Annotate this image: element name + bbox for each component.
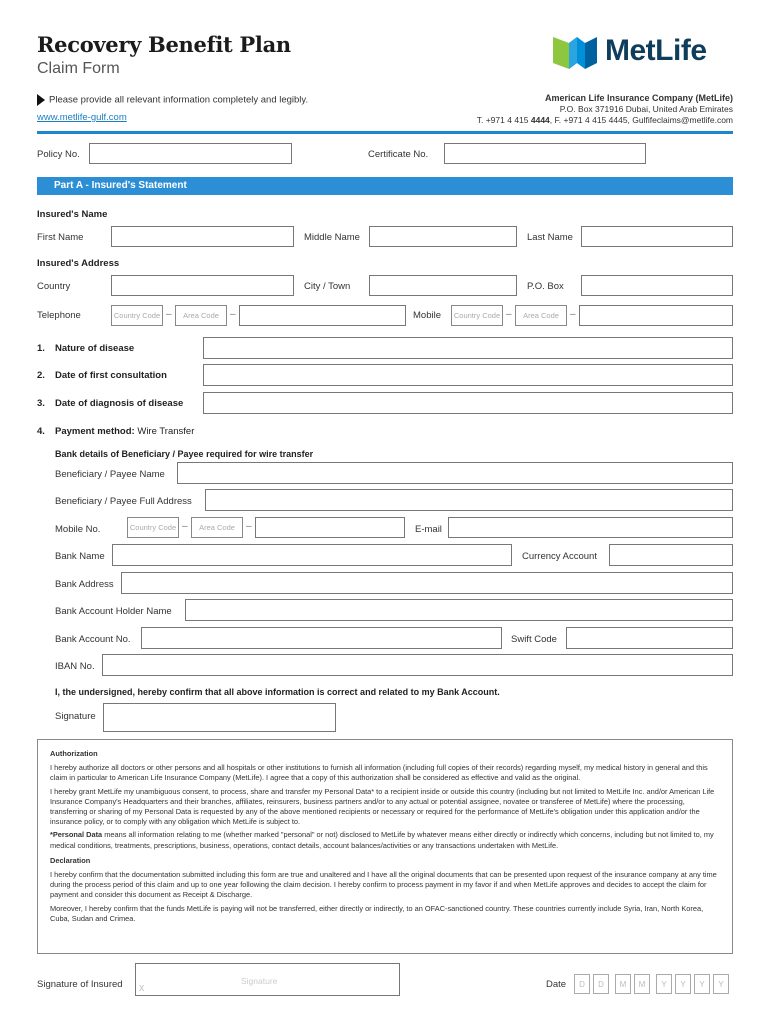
telephone-area-code[interactable]: Area Code bbox=[175, 305, 227, 326]
dash: – bbox=[246, 521, 252, 532]
personal-data-definition: *Personal Data means all information relating to me (whether marked "personal" or not) disclosed to MetLife by whatever means either directly or indirectly which concerns, including but not limited to, my medical conditions, treatments, prescriptions, business, operations, contact details, account balances/activities or any transactions undertaken with MetLife. bbox=[50, 830, 714, 850]
country-label: Country bbox=[37, 281, 71, 292]
declaration-heading: Declaration bbox=[50, 855, 91, 865]
bank-address-label: Bank Address bbox=[55, 579, 114, 590]
question-4-num: 4. bbox=[37, 426, 45, 437]
last-name-input[interactable] bbox=[581, 226, 733, 247]
middle-name-label: Middle Name bbox=[304, 232, 360, 243]
mobile-number-input[interactable] bbox=[579, 305, 733, 326]
first-name-label: First Name bbox=[37, 232, 84, 243]
account-no-label: Bank Account No. bbox=[55, 634, 131, 645]
payment-method: Payment method: Wire Transfer bbox=[55, 426, 195, 437]
signature-placeholder: Signature bbox=[241, 976, 278, 986]
date-cell-year[interactable]: Y bbox=[675, 974, 691, 994]
diagnosis-date-input[interactable] bbox=[203, 392, 733, 414]
certificate-label: Certificate No. bbox=[368, 149, 429, 160]
bank-name-input[interactable] bbox=[112, 544, 512, 566]
legal-section bbox=[37, 739, 733, 954]
date-cell-month[interactable]: M bbox=[634, 974, 650, 994]
form-subtitle: Claim Form bbox=[37, 60, 120, 77]
authorization-paragraph-1: I hereby authorize all doctors or other persons and all hospitals or other institutions to furnish all information (including full copies of their records) regarding myself, my medical history in general and this claim in particular to American Life Insurance Company (MetLife). I agree that a copy of this authorization shall be considered as effective and valid as the original. bbox=[50, 763, 708, 783]
swift-code-label: Swift Code bbox=[511, 634, 557, 645]
bank-mobile-area-code[interactable]: Area Code bbox=[191, 517, 243, 538]
first-consultation-input[interactable] bbox=[203, 364, 733, 386]
metlife-logo bbox=[553, 33, 735, 69]
iban-input[interactable] bbox=[102, 654, 733, 676]
first-name-input[interactable] bbox=[111, 226, 294, 247]
question-2-num: 2. bbox=[37, 370, 45, 381]
website-link[interactable]: www.metlife-gulf.com bbox=[37, 112, 127, 123]
authorization-paragraph-2: I hereby grant MetLife my unambiguous consent, to process, share and transfer my Personal Data* to a recipient inside or outside this country (including but not limited to MetLife Inc. and/or American Life Insurance Company's Headquarters and their branches, affiliates, reinsurers, business partners and/or to any actual or potential assignee, novatee or transferee of MetLife) where the processing, transferring or sharing of my Personal Data is requested by any of the above mentioned recipients or necessary or required for the performance of MetLife's obligation under this application and/or the insurance policy, or to comply with any obligation which MetLife is subject to. bbox=[50, 786, 715, 827]
header-divider bbox=[37, 131, 733, 134]
po-box-input[interactable] bbox=[581, 275, 733, 296]
swift-code-input[interactable] bbox=[566, 627, 733, 649]
bank-mobile-country-code[interactable]: Country Code bbox=[127, 517, 179, 538]
bank-address-input[interactable] bbox=[121, 572, 733, 594]
policy-label: Policy No. bbox=[37, 149, 80, 160]
telephone-country-code[interactable]: Country Code bbox=[111, 305, 163, 326]
date-cell-year[interactable]: Y bbox=[694, 974, 710, 994]
logo-wordmark: MetLife bbox=[605, 34, 707, 67]
date-cell-year[interactable]: Y bbox=[713, 974, 729, 994]
bank-signature-box[interactable] bbox=[103, 703, 336, 732]
bank-signature-label: Signature bbox=[55, 711, 96, 722]
country-input[interactable] bbox=[111, 275, 294, 296]
dash: – bbox=[182, 521, 188, 532]
certificate-input[interactable] bbox=[444, 143, 646, 164]
telephone-number-input[interactable] bbox=[239, 305, 406, 326]
company-name: American Life Insurance Company (MetLife) bbox=[544, 93, 733, 103]
bank-details-heading: Bank details of Beneficiary / Payee required for wire transfer bbox=[55, 449, 314, 459]
declaration-paragraph-2: Moreover, I hereby confirm that the funds MetLife is paying will not be transferred, either directly or indirectly, to an OFAC-sanctioned country. These countries currently include Syria, Iran, North Korea, Cuba, Sudan and Crimea. bbox=[50, 903, 704, 923]
question-2-label: Date of first consultation bbox=[55, 370, 167, 381]
signature-of-insured-label: Signature of Insured bbox=[37, 979, 123, 990]
po-box-label: P.O. Box bbox=[527, 281, 564, 292]
mobile-label: Mobile bbox=[413, 310, 441, 321]
middle-name-input[interactable] bbox=[369, 226, 517, 247]
dash: – bbox=[506, 309, 512, 320]
form-title: Recovery Benefit Plan bbox=[37, 32, 291, 57]
account-no-input[interactable] bbox=[141, 627, 502, 649]
city-input[interactable] bbox=[369, 275, 517, 296]
policy-input[interactable] bbox=[89, 143, 292, 164]
email-label: E-mail bbox=[415, 524, 442, 535]
last-name-label: Last Name bbox=[527, 232, 573, 243]
arrow-right-icon bbox=[37, 94, 45, 106]
question-1-num: 1. bbox=[37, 343, 45, 354]
payee-address-input[interactable] bbox=[205, 489, 733, 511]
date-cell-day[interactable]: D bbox=[574, 974, 590, 994]
company-address: P.O. Box 371916 Dubai, United Arab Emirates bbox=[559, 104, 733, 114]
payee-name-input[interactable] bbox=[177, 462, 733, 484]
declaration-paragraph-1: I hereby confirm that the documentation submitted including this form are true and unaltered and I have all the original documents that can be presented upon request of the insurance company at any time during the process period of this claim and up to one year following the claim decision. I hereby confirm to process payment in my favor if and when MetLife approves and decides to accept the claim for payment and consider this document as Receipt & Discharge. bbox=[50, 870, 717, 900]
currency-account-label: Currency Account bbox=[522, 551, 597, 562]
mobile-country-code[interactable]: Country Code bbox=[451, 305, 503, 326]
payee-address-label: Beneficiary / Payee Full Address bbox=[55, 496, 192, 507]
dash: – bbox=[230, 309, 236, 320]
currency-account-input[interactable] bbox=[609, 544, 733, 566]
holder-name-input[interactable] bbox=[185, 599, 733, 621]
date-cell-day[interactable]: D bbox=[593, 974, 609, 994]
telephone-label: Telephone bbox=[37, 310, 81, 321]
email-input[interactable] bbox=[448, 517, 733, 538]
mobile-area-code[interactable]: Area Code bbox=[515, 305, 567, 326]
date-cell-year[interactable]: Y bbox=[656, 974, 672, 994]
payee-name-label: Beneficiary / Payee Name bbox=[55, 469, 165, 480]
insured-signature-box[interactable] bbox=[135, 963, 400, 996]
bank-confirmation: I, the undersigned, hereby confirm that all above information is correct and related to my Bank Account. bbox=[55, 687, 500, 697]
question-3-num: 3. bbox=[37, 398, 45, 409]
mobile-no-label: Mobile No. bbox=[55, 524, 101, 535]
date-input[interactable] bbox=[574, 974, 734, 994]
company-contact: T. +971 4 415 4444, F. +971 4 415 4445, Gulfifeclaims@metlife.com bbox=[476, 115, 733, 125]
insured-name-heading: Insured's Name bbox=[37, 209, 108, 220]
date-label: Date bbox=[546, 979, 567, 990]
dash: – bbox=[570, 309, 576, 320]
bank-mobile-number-input[interactable] bbox=[255, 517, 405, 538]
date-cell-month[interactable]: M bbox=[615, 974, 631, 994]
signature-x-mark: X bbox=[139, 984, 145, 993]
insured-address-heading: Insured's Address bbox=[37, 258, 120, 269]
nature-of-disease-input[interactable] bbox=[203, 337, 733, 359]
company-info bbox=[477, 93, 733, 126]
question-3-label: Date of diagnosis of disease bbox=[55, 398, 184, 409]
authorization-heading: Authorization bbox=[50, 749, 98, 758]
metlife-logo-icon bbox=[553, 33, 599, 69]
city-label: City / Town bbox=[304, 281, 351, 292]
iban-label: IBAN No. bbox=[55, 661, 95, 672]
dash: – bbox=[166, 309, 172, 320]
instruction: Please provide all relevant information completely and legibly. bbox=[37, 94, 308, 106]
holder-name-label: Bank Account Holder Name bbox=[55, 606, 172, 617]
bank-name-label: Bank Name bbox=[55, 551, 105, 562]
question-1-label: Nature of disease bbox=[55, 343, 135, 354]
part-a-header: Part A - Insured's Statement bbox=[37, 177, 733, 195]
